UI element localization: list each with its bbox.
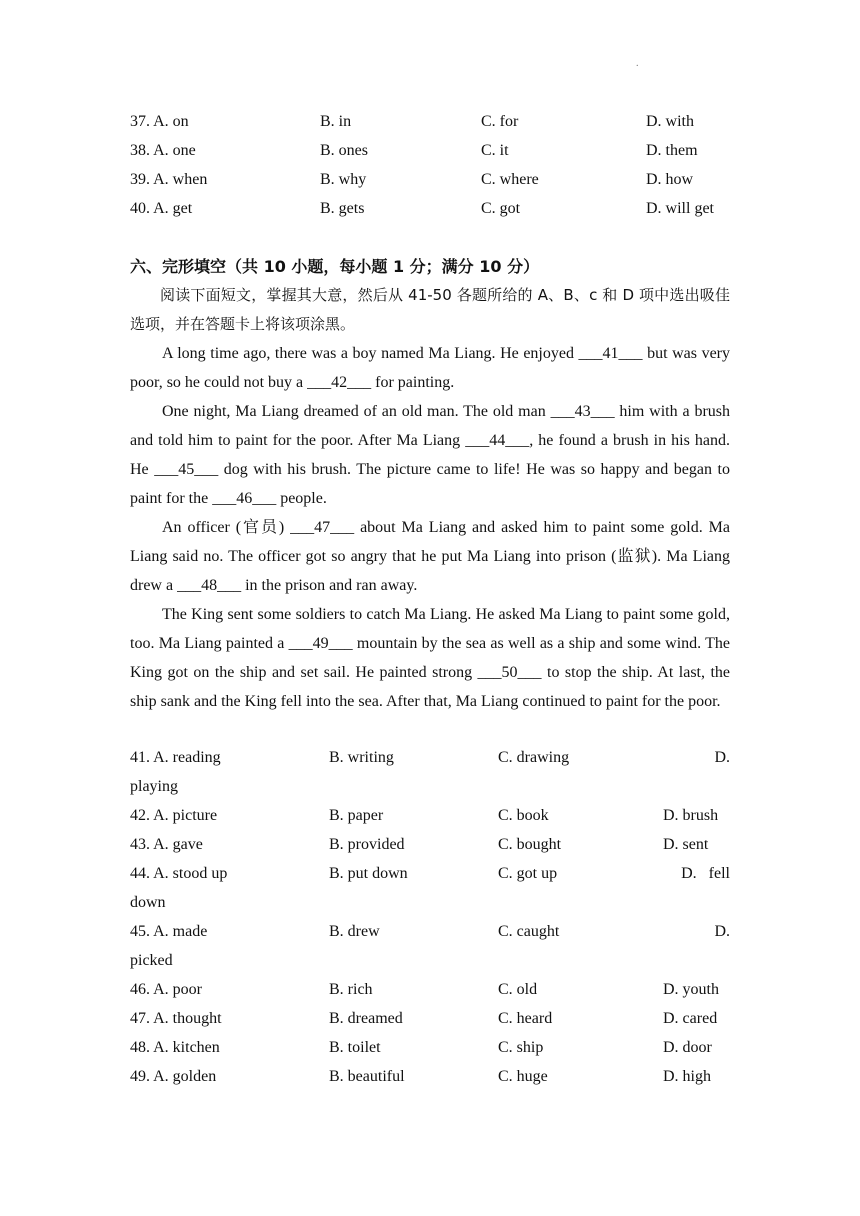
- option-a: 48. A. kitchen: [130, 1039, 220, 1056]
- option-c: C. book: [498, 807, 549, 824]
- option-a: 41. A. reading: [130, 749, 221, 766]
- option-d: D. high: [663, 1068, 711, 1085]
- option-row: [130, 1062, 730, 1091]
- option-c: C. huge: [498, 1068, 548, 1085]
- option-b: B. drew: [329, 923, 380, 940]
- option-a: 38. A. one: [130, 142, 196, 159]
- option-row: [130, 194, 730, 223]
- option-c: C. got: [481, 200, 521, 217]
- option-row: [130, 743, 730, 801]
- option-d: D. how: [646, 171, 694, 188]
- option-c: C. drawing: [498, 749, 570, 766]
- header-dot: .: [636, 58, 639, 69]
- option-b: B. paper: [329, 807, 384, 824]
- option-d: D. door: [663, 1039, 712, 1056]
- options-block-37-40: [130, 107, 730, 223]
- option-c: C. ship: [498, 1039, 544, 1056]
- option-b: B. why: [320, 171, 367, 188]
- option-d: D. youth: [663, 981, 719, 998]
- option-d: D.: [714, 749, 730, 766]
- option-c: C. for: [481, 113, 519, 130]
- passage: [130, 281, 730, 716]
- option-b: B. writing: [329, 749, 394, 766]
- option-b: B. beautiful: [329, 1068, 405, 1085]
- option-a: 37. A. on: [130, 113, 189, 130]
- option-d: D. sent: [663, 836, 709, 853]
- option-c: C. where: [481, 171, 539, 188]
- option-a: 42. A. picture: [130, 807, 218, 824]
- option-c: C. old: [498, 981, 538, 998]
- option-row: [130, 859, 730, 917]
- option-a: 43. A. gave: [130, 836, 203, 853]
- option-row: [130, 917, 730, 975]
- option-b: B. ones: [320, 142, 368, 159]
- option-a: 49. A. golden: [130, 1068, 217, 1085]
- option-c: C. it: [481, 142, 509, 159]
- option-b: B. put down: [329, 865, 408, 882]
- option-b: B. in: [320, 113, 352, 130]
- option-d: D. fell: [681, 865, 730, 882]
- option-c: C. caught: [498, 923, 560, 940]
- option-c: C. bought: [498, 836, 562, 853]
- option-d: D. brush: [663, 807, 719, 824]
- option-a: 39. A. when: [130, 171, 208, 188]
- option-a: 44. A. stood up: [130, 865, 228, 882]
- option-b: B. gets: [320, 200, 365, 217]
- option-a: 46. A. poor: [130, 981, 202, 998]
- paragraph: The King sent some soldiers to catch Ma Liang. He asked Ma Liang to paint some gold, too. Ma Liang painted a ___49___ mountain by the sea as well as a ship and some wind. The King got on the ship and set sail. He painted strong ___50___ to stop the ship. At last, the ship sank and the King fell into the sea. After that, Ma Liang continued to paint for the poor.: [130, 606, 730, 710]
- option-row: [130, 801, 730, 830]
- option-d-continuation: playing: [130, 778, 178, 795]
- option-row: [130, 1033, 730, 1062]
- option-a: 45. A. made: [130, 923, 208, 940]
- option-d: D. with: [646, 113, 694, 130]
- option-b: B. rich: [329, 981, 373, 998]
- option-row: [130, 165, 730, 194]
- paragraph: One night, Ma Liang dreamed of an old man. The old man ___43___ him with a brush and told him to paint for the poor. After Ma Liang ___44___, he found a brush in his hand. He ___45___ dog with his brush. The picture came to life! He was so happy and began to paint for the ___46___ people.: [130, 403, 730, 507]
- option-d: D. cared: [663, 1010, 718, 1027]
- option-b: B. toilet: [329, 1039, 381, 1056]
- option-row: [130, 1004, 730, 1033]
- option-a: 40. A. get: [130, 200, 193, 217]
- paragraph: An officer (官员) ___47___ about Ma Liang and asked him to paint some gold. Ma Liang said no. The officer got so angry that he put Ma Liang into prison (监狱). Ma Liang drew a ___48___ in the prison and ran away.: [130, 519, 730, 594]
- section-title: 六、完形填空（共 10 小题，每小题 1 分；满分 10 分）: [130, 257, 540, 276]
- option-b: B. dreamed: [329, 1010, 403, 1027]
- option-b: B. provided: [329, 836, 405, 853]
- option-d: D. will get: [646, 200, 714, 217]
- instruction: 阅读下面短文，掌握其大意，然后从 41-50 各题所给的 A、B、c 和 D 项中选出吸佳选项，并在答题卡上将该项涂黑。: [130, 286, 730, 333]
- option-d: D.: [714, 923, 730, 940]
- option-d-continuation: picked: [130, 952, 173, 969]
- option-row: [130, 975, 730, 1004]
- option-c: C. heard: [498, 1010, 553, 1027]
- paragraph: A long time ago, there was a boy named Ma Liang. He enjoyed ___41___ but was very poor, so he could not buy a ___42___ for painting.: [130, 345, 730, 391]
- option-row: [130, 136, 730, 165]
- option-d-continuation: down: [130, 894, 166, 911]
- option-row: [130, 107, 730, 136]
- option-c: C. got up: [498, 865, 558, 882]
- option-row: [130, 830, 730, 859]
- options-block-41-49: [130, 743, 730, 1091]
- option-d: D. them: [646, 142, 698, 159]
- option-a: 47. A. thought: [130, 1010, 222, 1027]
